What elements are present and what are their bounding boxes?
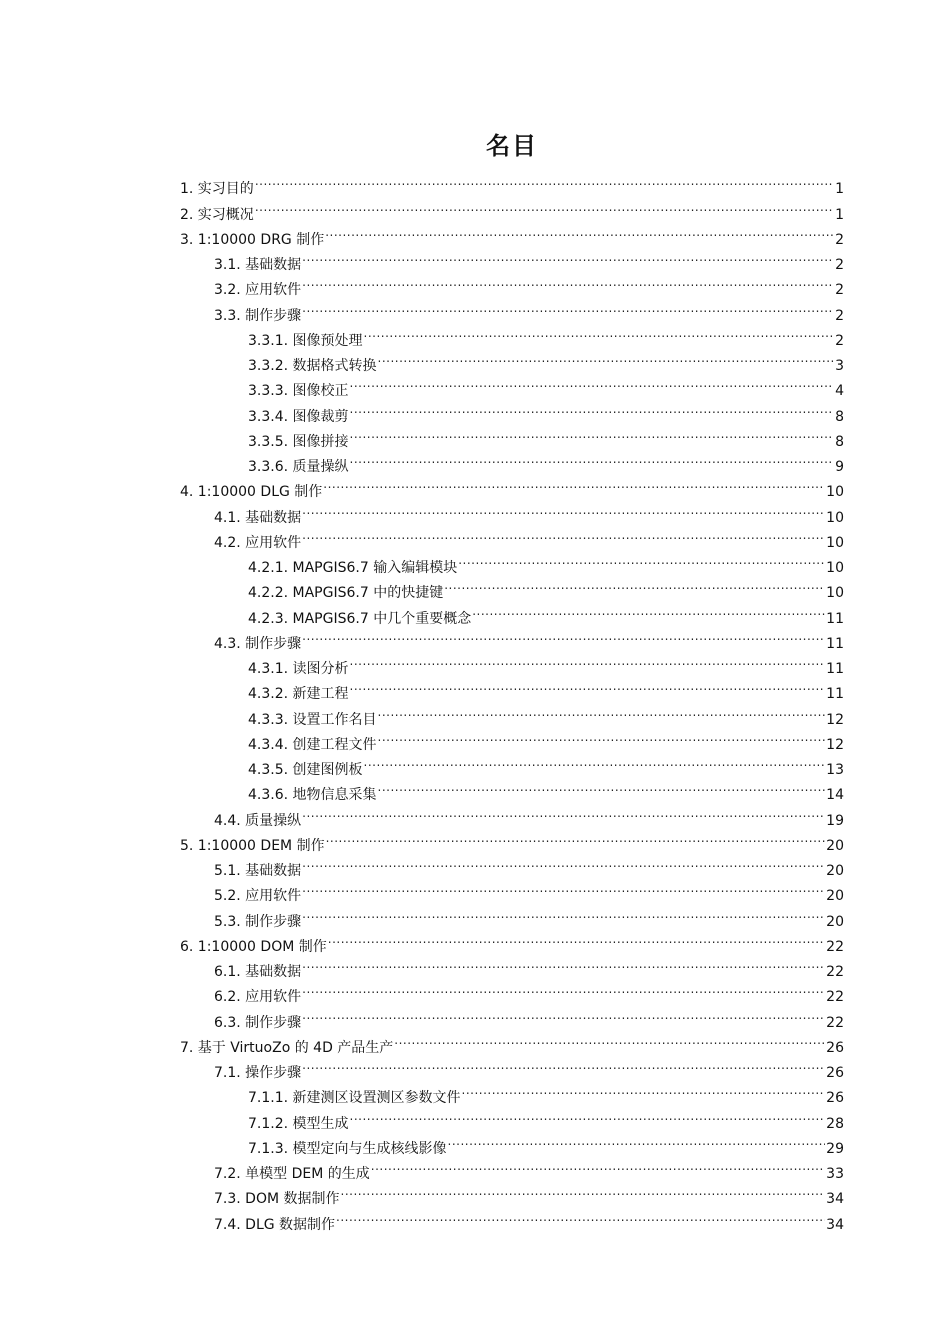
toc-page-number: 22 (826, 989, 844, 1006)
toc-leader-dots (448, 1128, 826, 1153)
toc-leader-dots (371, 1153, 825, 1178)
toc-page-number: 13 (826, 762, 844, 778)
toc-page-number: 20 (826, 837, 844, 854)
toc-page-number: 10 (826, 534, 844, 551)
toc-entry-title: 4.3.4. 创建工程文件 (248, 736, 377, 753)
toc-leader-dots (458, 547, 825, 572)
toc-page-number: 34 (826, 1216, 844, 1233)
toc-leader-dots (255, 168, 834, 193)
toc-leader-dots (325, 219, 834, 244)
toc-entry-title: 4.3. 制作步骤 (214, 635, 302, 652)
toc-page-number: 9 (835, 459, 844, 475)
toc-entry-title: 7.1.1. 新建测区设置测区参数文件 (248, 1090, 461, 1107)
toc-entry-title: 4.3.5. 创建图例板 (248, 762, 363, 778)
toc-entry-title: 3.1. 基础数据 (214, 257, 302, 273)
toc-entry-title: 6.1. 基础数据 (214, 964, 302, 980)
toc-page-number: 10 (826, 484, 844, 501)
toc-page-number: 8 (835, 408, 844, 425)
toc-entry-title: 7.1. 操作步骤 (214, 1065, 302, 1081)
toc-leader-dots (378, 724, 826, 749)
toc-entry-title: 7.4. DLG 数据制作 (214, 1216, 336, 1233)
toc-page-number: 28 (826, 1115, 844, 1132)
toc-leader-dots (341, 1178, 826, 1203)
toc-page-number: 1 (835, 206, 844, 223)
toc-entry-title: 3.3.1. 图像预处理 (248, 332, 363, 349)
toc-entry-title: 4.3.1. 读图分析 (248, 661, 349, 677)
toc-page-number: 2 (835, 282, 844, 299)
toc-leader-dots (378, 774, 826, 799)
toc-page-number: 19 (826, 812, 844, 829)
toc-page-number: 22 (826, 964, 844, 980)
toc-leader-dots (350, 446, 835, 471)
toc-page-number: 10 (826, 585, 844, 602)
toc-page-number: 11 (826, 635, 844, 652)
toc-entry-title: 4.1. 基础数据 (214, 509, 302, 526)
toc-entry-title: 6.2. 应用软件 (214, 989, 302, 1006)
toc-entry-title: 5. 1:10000 DEM 制作 (180, 837, 325, 854)
toc-leader-dots (472, 597, 825, 622)
toc-entry-title: 3.2. 应用软件 (214, 282, 302, 299)
toc-entry-title: 4.2.3. MAPGIS6.7 中几个重要概念 (248, 610, 472, 627)
toc-leader-dots (255, 193, 834, 218)
toc-entry-title: 4. 1:10000 DLG 制作 (180, 484, 323, 501)
toc-entry-title: 4.2.1. MAPGIS6.7 输入编辑模块 (248, 560, 458, 576)
toc-leader-dots (350, 395, 835, 420)
toc-page-number: 1 (835, 181, 844, 198)
toc-page-number: 4 (835, 383, 844, 400)
toc-page-number: 20 (826, 913, 844, 930)
toc-leader-dots (302, 294, 834, 319)
toc-page-number: 20 (826, 863, 844, 879)
toc-page-number: 11 (826, 661, 844, 677)
toc-entry-title: 1. 实习目的 (180, 181, 254, 198)
toc-entry-title: 3.3.5. 图像拼接 (248, 433, 349, 450)
toc-leader-dots (444, 572, 825, 597)
toc-entry-title: 6. 1:10000 DOM 制作 (180, 938, 327, 955)
toc-entry-title: 2. 实习概况 (180, 206, 254, 223)
table-of-contents (180, 168, 844, 1233)
toc-page-number: 2 (835, 332, 844, 349)
toc-entry-title: 4.3.2. 新建工程 (248, 686, 349, 703)
toc-leader-dots (364, 749, 826, 774)
toc-leader-dots (302, 1052, 825, 1077)
toc-leader-dots (302, 623, 825, 648)
toc-page-number: 26 (826, 1039, 844, 1056)
toc-leader-dots (394, 1027, 825, 1052)
toc-entry-title: 4.3.6. 地物信息采集 (248, 787, 377, 804)
toc-page-number: 2 (835, 257, 844, 273)
toc-entry-title: 7.1.2. 模型生成 (248, 1115, 349, 1132)
toc-page-number: 11 (826, 686, 844, 703)
toc-page-number: 20 (826, 888, 844, 905)
toc-page-number: 2 (835, 307, 844, 324)
toc-leader-dots (462, 1077, 826, 1102)
toc-page-number: 29 (826, 1140, 844, 1157)
toc-leader-dots (378, 345, 835, 370)
toc-entry-title: 4.2. 应用软件 (214, 534, 302, 551)
toc-page-number: 14 (826, 787, 844, 804)
toc-leader-dots (302, 244, 834, 269)
toc-leader-dots (302, 1001, 825, 1026)
toc-entry[interactable] (180, 193, 844, 223)
toc-page-number: 26 (826, 1065, 844, 1081)
toc-entry-title: 5.3. 制作步骤 (214, 913, 302, 930)
toc-entry-title: 7.1.3. 模型定向与生成核线影像 (248, 1140, 447, 1157)
toc-page-number: 8 (835, 433, 844, 450)
toc-entry[interactable] (180, 219, 844, 248)
toc-entry-title: 3. 1:10000 DRG 制作 (180, 231, 325, 248)
toc-leader-dots (328, 926, 825, 951)
toc-entry[interactable] (180, 168, 844, 198)
toc-entry-title: 7.2. 单模型 DEM 的生成 (214, 1166, 370, 1182)
toc-page-number: 12 (826, 736, 844, 753)
toc-entry-title: 4.2.2. MAPGIS6.7 中的快捷键 (248, 585, 444, 602)
toc-page-number: 10 (826, 560, 844, 576)
toc-leader-dots (302, 900, 825, 925)
toc-leader-dots (364, 320, 835, 345)
toc-leader-dots (323, 471, 825, 496)
toc-entry-title: 5.2. 应用软件 (214, 888, 302, 905)
toc-entry-title: 6.3. 制作步骤 (214, 1014, 302, 1031)
toc-leader-dots (350, 1102, 826, 1127)
toc-entry-title: 7.3. DOM 数据制作 (214, 1191, 340, 1208)
toc-leader-dots (302, 496, 825, 521)
toc-leader-dots (302, 875, 825, 900)
toc-page-number: 12 (826, 711, 844, 728)
toc-leader-dots (378, 698, 826, 723)
toc-page-number: 33 (826, 1166, 844, 1182)
toc-leader-dots (350, 421, 835, 446)
toc-entry-title: 3.3.3. 图像校正 (248, 383, 349, 400)
toc-page-number: 34 (826, 1191, 844, 1208)
toc-entry-title: 4.4. 质量操纵 (214, 812, 302, 829)
toc-page-number: 2 (835, 231, 844, 248)
toc-leader-dots (302, 269, 834, 294)
toc-page-number: 22 (826, 938, 844, 955)
toc-leader-dots (302, 850, 825, 875)
toc-page-number: 22 (826, 1014, 844, 1031)
toc-page-number: 26 (826, 1090, 844, 1107)
toc-title: 名目 (486, 132, 538, 160)
toc-leader-dots (326, 825, 826, 850)
toc-leader-dots (350, 673, 826, 698)
toc-leader-dots (302, 951, 825, 976)
toc-entry-title: 5.1. 基础数据 (214, 863, 302, 879)
toc-leader-dots (302, 522, 825, 547)
toc-entry-title: 3.3.2. 数据格式转换 (248, 358, 377, 374)
toc-entry-title: 7. 基于 VirtuoZo 的 4D 产品生产 (180, 1039, 394, 1056)
toc-entry-title: 3.3.6. 质量操纵 (248, 459, 349, 475)
toc-page-number: 11 (826, 610, 844, 627)
toc-leader-dots (350, 370, 835, 395)
toc-leader-dots (336, 1203, 825, 1228)
toc-leader-dots (302, 799, 825, 824)
toc-entry-title: 3.3.4. 图像裁剪 (248, 408, 349, 425)
toc-entry-title: 3.3. 制作步骤 (214, 307, 302, 324)
toc-entry-title: 4.3.3. 设置工作名目 (248, 711, 377, 728)
toc-page-number: 3 (835, 358, 844, 374)
toc-leader-dots (302, 976, 825, 1001)
toc-leader-dots (350, 648, 826, 673)
toc-page-number: 10 (826, 509, 844, 526)
